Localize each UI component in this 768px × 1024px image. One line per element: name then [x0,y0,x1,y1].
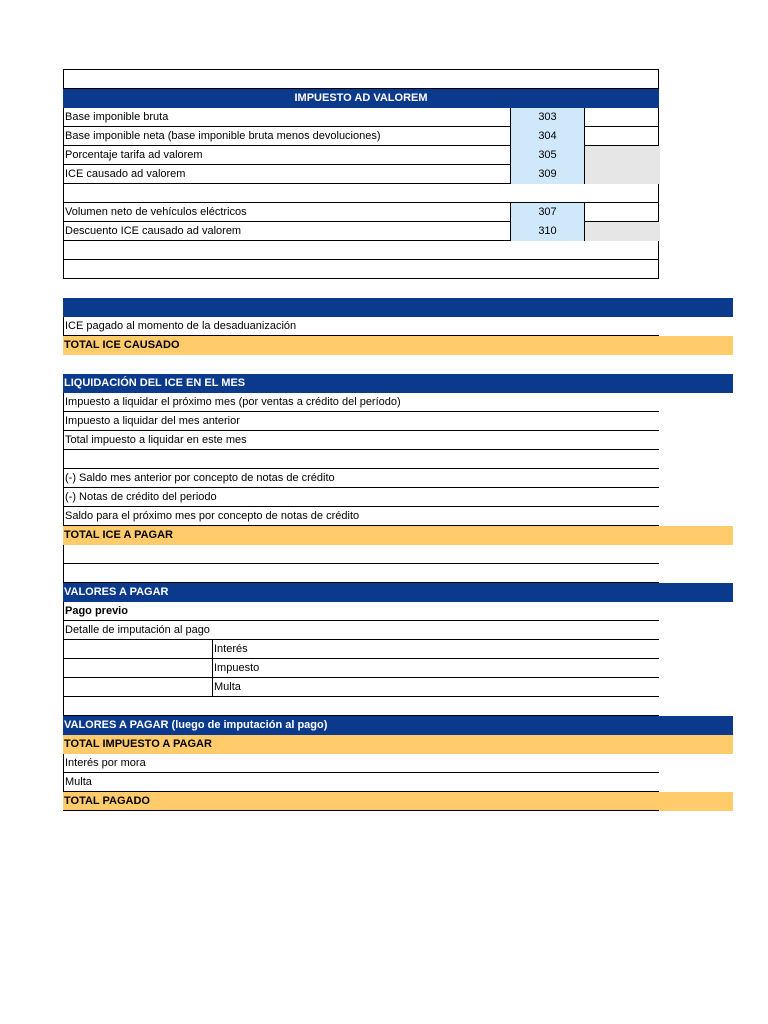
total-band-extension [659,792,733,811]
header-band-extension [659,374,733,393]
multa-label: Multa [214,681,241,693]
total-pagado-label: TOTAL PAGADO [64,795,150,807]
blank-row [63,450,659,469]
row-label: (-) Notas de crédito del periodo [65,491,217,503]
value-cell[interactable] [585,203,660,222]
value-cell[interactable] [585,127,660,146]
blank-row [63,184,659,203]
blank-row [63,697,659,716]
form-row [63,203,659,222]
column-divider [212,640,213,659]
row-label: Impuesto a liquidar del mes anterior [65,415,240,427]
form-row [63,507,659,526]
form-row [63,431,659,450]
column-divider [212,678,213,697]
valores-luego-title: VALORES A PAGAR (luego de imputación al pago) [64,719,328,731]
blank-row [63,564,659,583]
multa-label: Multa [65,776,92,788]
interes-mora-label: Interés por mora [65,757,146,769]
field-code: 307 [510,203,585,222]
blank-row [63,69,659,89]
valores-luego-header [63,716,659,735]
form-row [63,412,659,431]
row-label: Volumen neto de vehículos eléctricos [65,206,247,218]
ice-form-sheet [63,69,733,811]
header-band-extension [659,716,733,735]
valores-title: VALORES A PAGAR [64,586,169,598]
spacer [63,279,733,298]
liquidacion-title: LIQUIDACIÓN DEL ICE EN EL MES [64,377,246,389]
total-band-extension [659,336,733,355]
form-row [63,602,659,621]
row-label: Porcentaje tarifa ad valorem [65,149,203,161]
form-row [63,678,659,697]
ad-valorem-title: IMPUESTO AD VALOREM [294,92,428,104]
form-row [63,222,659,241]
detalle-label: Detalle de imputación al pago [65,624,210,636]
causado-header [63,298,733,317]
form-row [63,773,659,792]
total-ice-causado-label: TOTAL ICE CAUSADO [64,339,180,351]
total-impuesto-label: TOTAL IMPUESTO A PAGAR [64,738,212,750]
form-row [63,393,659,412]
field-code: 303 [510,108,585,127]
form-row [63,127,659,146]
form-row [63,488,659,507]
form-row [63,146,659,165]
value-cell[interactable] [585,108,660,127]
pago-previo-label: Pago previo [65,605,128,617]
header-band-extension [659,583,733,602]
form-row [63,659,659,678]
blank-row [63,545,659,564]
form-row [63,640,659,659]
total-ice-causado-row [63,336,659,355]
row-label: Base imponible bruta [65,111,169,123]
form-row [63,165,659,184]
form-row [63,621,659,640]
field-code: 310 [510,222,585,241]
form-row [63,108,659,127]
blank-row [63,241,659,260]
total-ice-a-pagar-label: TOTAL ICE A PAGAR [64,529,173,541]
row-label: (-) Saldo mes anterior por concepto de notas de crédito [65,472,335,484]
ice-pagado-label: ICE pagado al momento de la desaduanización [65,320,297,332]
row-label: Saldo para el próximo mes por concepto de notas de crédito [65,510,360,522]
value-cell [585,146,660,165]
total-impuesto-row [63,735,659,754]
row-label: ICE causado ad valorem [65,168,186,180]
liquidacion-header [63,374,659,393]
row-label: Descuento ICE causado ad valorem [65,225,242,237]
ad-valorem-header [63,89,659,108]
row-label: Total impuesto a liquidar en este mes [65,434,247,446]
interes-label: Interés [214,643,248,655]
total-ice-a-pagar-row [63,526,659,545]
value-cell [585,222,660,241]
field-code: 304 [510,127,585,146]
total-pagado-row [63,792,659,811]
impuesto-label: Impuesto [214,662,260,674]
valores-header [63,583,659,602]
row-label: Base imponible neta (base imponible bruta menos devoluciones) [65,130,381,142]
row-label: Impuesto a liquidar el próximo mes (por ventas a crédito del período) [65,396,401,408]
total-band-extension [659,735,733,754]
column-divider [212,659,213,678]
form-row [63,469,659,488]
value-cell [585,165,660,184]
field-code: 309 [510,165,585,184]
field-code: 305 [510,146,585,165]
total-band-extension [659,526,733,545]
blank-row [63,260,659,279]
spacer [63,355,733,374]
form-row [63,754,659,773]
form-row [63,317,659,336]
